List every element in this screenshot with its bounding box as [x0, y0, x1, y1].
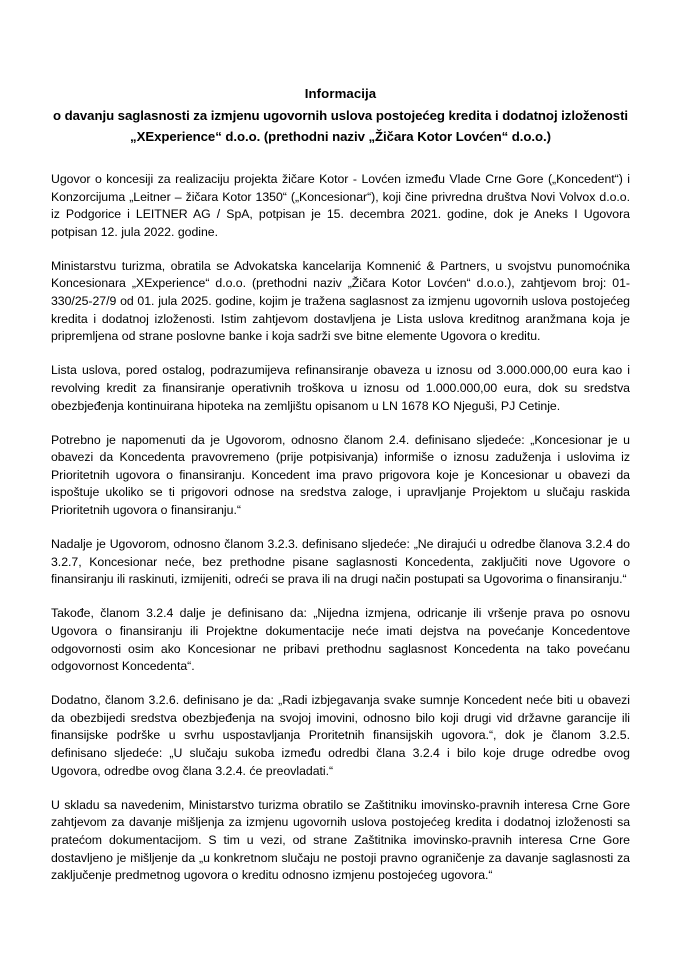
page-subtitle: o davanju saglasnosti za izmjenu ugovornih uslova postojećeg kredita i dodatnoj izloženosti „XExperience“ d.o.o. (prethodni naziv „Žičara Kotor Lovćen“ d.o.o.) — [52, 108, 629, 144]
body-paragraph: Takođe, članom 3.2.4 dalje je definisano da: „Nijedna izmjena, odricanje ili vršenje prava po osnovu Ugovora o finansiranju ili Projektne dokumentacije neće imati dejstva na povećanje Koncedentove odgovornosti osim ako Koncesionar ne pribavi prethodnu saglasnost Koncedenta na tako povećanu odgovornost Koncedenta“. — [51, 606, 630, 674]
body-paragraph: Potrebno je napomenuti da je Ugovorom, odnosno članom 2.4. definisano sljedeće: „Koncesionar je u obavezi da Koncedenta pravovremeno (prije potpisivanja) informiše o iznosu zaduženja i uslovima iz Prioritetnih ugovora o finansiranju. Koncedent ima pravo prigovora koje je Koncesionar u obavezi da ispoštuje ukoliko se ti prigovori odnose na sredstva zaloge, i upravljanje Projektom u slučaju raskida Prioritetnih ugovora o finansiranju.“ — [51, 432, 630, 517]
body-paragraph: Dodatno, članom 3.2.6. definisano je da: „Radi izbjegavanja svake sumnje Koncedent neće biti u obavezi da obezbijedi sredstva obezbjeđenja na svojoj imovini, odnosno bilo koji drugi vid državne garancije ili finansijske podrške u svrhu uspostavljanja Proritetnih finansijskih ugovora.“, dok je članom 3.2.5. definisano sljedeće: „U slučaju sukoba između odredbi člana 3.2.4 i bilo koje druge odredbe ovog Ugovora, odredbe ovog člana 3.2.4. će preovladati.“ — [51, 693, 630, 778]
body-paragraph: Ministarstvu turizma, obratila se Advokatska kancelarija Komnenić & Partners, u svojstvu punomoćnika Koncesionara „XExperience“ d.o.o. (prethodni naziv „Žičara Kotor Lovćen“ d.o.o.), zahtjevom broj: 01-330/25-27/9 od 01. jula 2025. godine, kojim je tražena saglasnost za izmjenu ugovornih uslova postojećeg kredita i dodatnoj izloženosti. Istim zahtjevom dostavljena je Lista uslova kreditnog aranžmana koja je pripremljena od strane poslovne banke i koja sadrži sve bitne elemente Ugovora o kreditu. — [51, 258, 630, 344]
body-paragraph: Lista uslova, pored ostalog, podrazumijeva refinansiranje obaveza u iznosu od 3.000.000,00 eura kao i revolving kredit za finansiranje operativnih troškova u iznosu od 1.000.000,00 eura, dok su sredstva obezbjeđenja kontinuirana hipoteka na zemljištu opisanom u LN 1678 KO Njeguši, PJ Cetinje. — [51, 363, 630, 413]
page-title: Informacija — [304, 86, 377, 101]
body-paragraph: Ugovor o koncesiji za realizaciju projekta žičare Kotor - Lovćen između Vlade Crne Gore („Koncedent“) i Konzorcijuma „Leitner – žičara Kotor 1350“ („Koncesionar“), koji čine privredna društva Novi Volvox d.o.o. iz Podgorice i LEITNER AG / SpA, potpisan je 15. decembra 2021. godine, dok je Aneks I Ugovora potpisan 12. jula 2022. godine. — [51, 172, 630, 239]
body-paragraph: U skladu sa navedenim, Ministarstvo turizma obratilo se Zaštitniku imovinsko-pravnih interesa Crne Gore zahtjevom za davanje mišljenja za izmjenu ugovornih uslova postojećeg kredita i dodatnoj izloženosti sa pratećom dokumentacijom. S tim u vezi, od strane Zaštitnika imovinsko-pravnih interesa Crne Gore dostavljeno je mišljenje da „u konkretnom slučaju ne postoji pravno ograničenje za davanje saglasnosti za zaključenje predmetnog ugovora o kreditu odnosno izmjenu postojećeg ugovora.“ — [51, 797, 630, 883]
body-paragraph: Nadalje je Ugovorom, odnosno članom 3.2.3. definisano sljedeće: „Ne dirajući u odredbe članova 3.2.4 do 3.2.7, Koncesionar neće, bez prethodne pisane saglasnosti Koncedenta, zaključiti nove Ugovore o finansiranju ili raskinuti, izmijeniti, odreći se prava ili na drugi način postupati sa Ugovorima o finansiranju.“ — [51, 537, 630, 587]
document-body — [51, 171, 630, 885]
